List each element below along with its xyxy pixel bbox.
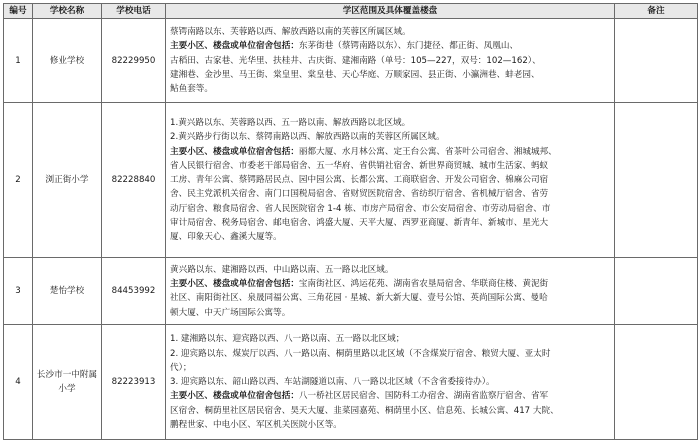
header-no: 编号: [4, 4, 33, 19]
cell-district-scope: [166, 325, 615, 440]
cell-district-scope: [166, 19, 615, 103]
scope-line-text: 丽都大厦、水月林公寓、定王台公寓、省茶叶公司宿舍、湘城城邦、: [298, 146, 557, 157]
scope-line: [170, 173, 611, 187]
scope-line: [170, 159, 611, 173]
school-district-table: [3, 3, 698, 440]
scope-line: [170, 263, 611, 277]
scope-line: [170, 39, 611, 53]
scope-line: [170, 404, 611, 418]
scope-line-text: 1. 建湘路以东、迎宾路以西、八一路以南、五一路以北区域；: [170, 334, 405, 345]
scope-line-text: 顿大厦、中天广场国际公寓等。: [170, 307, 291, 318]
scope-line: [170, 187, 611, 201]
scope-line: [170, 202, 611, 216]
scope-line: [170, 216, 611, 230]
cell-school-phone: 82228840: [102, 103, 166, 258]
cell-school-name: 修业学校: [33, 19, 102, 103]
scope-line: [170, 116, 611, 130]
table-body: [4, 19, 698, 440]
scope-line-text: 东茅街巷（蔡锷南路以东）、东门捷径、都正街、凤凰山、: [298, 41, 519, 52]
scope-line-text: 建湘巷、金沙里、马王街、棠皇里、棠皇巷、天心华庭、万顺家园、县正街、小瀛洲巷、蚌老园、: [170, 69, 540, 80]
cell-no: 2: [4, 103, 33, 258]
scope-line-text: 鹏程世家、中电小区、军区机关医院小区等。: [170, 420, 342, 431]
scope-line: [170, 82, 611, 96]
table-row: [4, 19, 698, 103]
scope-line-text: 厦、印象天心、鑫溪大厦等。: [170, 232, 282, 243]
scope-line-text: 蔡锷南路以东、芙蓉路以西、解放西路以南的芙蓉区所属区域。: [170, 27, 411, 38]
scope-line-heading: 主要小区、楼盘或单位宿舍包括：: [170, 279, 299, 289]
cell-no: 1: [4, 19, 33, 103]
scope-line-text: 2. 迎宾路以东、煤炭厅以西、八一路以南、桐荫里路以北区域（不含煤炭厅宿舍、粮贸大厦、亚太时: [170, 348, 551, 359]
scope-line: [170, 68, 611, 82]
header-school-phone: 学校电话: [102, 4, 166, 19]
scope-line-text: 3. 迎宾路以东、韶山路以西、车站湖隧道以南、八一路以北区域（不含省委接待办）。: [170, 377, 495, 388]
scope-line-text: 动厅宿舍、粮食局宿舍、省人民医院宿舍 1-4 栋、市房产局宿舍、市公安局宿舍、市劳动局宿舍、市: [170, 203, 551, 214]
scope-line: [170, 332, 611, 346]
scope-line-text: 社区、南阳街社区、泉晟同福公寓、三角花园 · 星城、新大新大厦、壹号公馆、英尚国际公寓、曼哈: [170, 293, 548, 304]
scope-line: [170, 145, 611, 159]
scope-line: [170, 375, 611, 389]
header-row: [4, 4, 698, 19]
scope-line-text: 1.黄兴路以东、芙蓉路以西、五一路以南、解放西路以北区域。: [170, 117, 411, 128]
cell-school-phone: 84453992: [102, 258, 166, 325]
cell-note: [615, 325, 698, 440]
scope-line-text: 工房、青年公寓、蔡锷路居民点、园中园公寓、长都公寓、工商联宿舍、开发公司宿舍、棉麻公司宿: [170, 175, 549, 186]
scope-line-heading: 主要小区、楼盘或单位宿舍包括：: [170, 391, 299, 402]
scope-line-text: 鲇鱼套等。: [170, 84, 213, 95]
cell-no: 4: [4, 325, 33, 440]
cell-no: 3: [4, 258, 33, 325]
scope-line: [170, 306, 611, 320]
cell-district-scope: [166, 103, 615, 258]
scope-line: [170, 130, 611, 144]
scope-line-text: 八一桥社区居民宿舍、国防科工办宿舍、湖南省监察厅宿舍、省军: [298, 391, 549, 402]
cell-school-name: 浏正街小学: [33, 103, 102, 258]
scope-line-heading: 主要小区、楼盘或单位宿舍包括：: [170, 41, 299, 52]
header-school-name: 学校名称: [33, 4, 102, 19]
cell-school-name: 长沙市一中附属小学: [33, 325, 102, 440]
scope-line-text: 舍、民主党派机关宿舍、南门口国税局宿舍、省财贸医院宿舍、省纺织厅宿舍、省机械厅宿舍、省劳: [170, 189, 549, 200]
scope-line-text: 代）；: [170, 362, 192, 373]
scope-line: [170, 25, 611, 39]
scope-line: [170, 291, 611, 305]
scope-line-text: 区宿舍、桐荫里社区居民宿舍、昊天大厦、韭菜园嘉苑、桐荫里小区、信息苑、长城公寓、417 大院、: [170, 405, 559, 416]
header-district-scope: 学区范围及具体覆盖楼盘: [166, 4, 615, 19]
scope-line-text: 古稻田、古家巷、光华里、扶桂井、古庆街、建湘南路（单号：105—227，双号：102—162）、: [170, 55, 541, 66]
cell-school-name: 楚怡学校: [33, 258, 102, 325]
scope-line-text: 审计局宿舍、税务局宿舍、邮电宿舍、鸿盛大厦、天平大厦、西罗亚商厦、新青年、新城市、星光大: [170, 218, 549, 229]
scope-line: [170, 347, 611, 361]
scope-line: [170, 418, 611, 432]
cell-note: [615, 258, 698, 325]
scope-line: [170, 54, 611, 68]
scope-line: [170, 361, 611, 375]
cell-note: [615, 19, 698, 103]
scope-line-text: 黄兴路以东、建湘路以西、中山路以南、五一路以北区域。: [170, 264, 394, 275]
scope-line-text: 2.黄兴路步行街以东、蔡锷南路以西、解放西路以南的芙蓉区所属区域。: [170, 132, 445, 143]
scope-line: [170, 230, 611, 244]
cell-district-scope: [166, 258, 615, 325]
table-row: [4, 325, 698, 440]
cell-school-phone: 82223913: [102, 325, 166, 440]
scope-line: [170, 389, 611, 403]
scope-line-heading: 主要小区、楼盘或单位宿舍包括：: [170, 146, 299, 157]
scope-line-text: 宝南街社区、鸿运花苑、湖南省农垦局宿舍、华联商住楼、黄泥街: [298, 279, 549, 289]
scope-line-text: 省人民银行宿舍、市委老干部局宿舍、五一华府、省供销社宿舍、新世界商贸城、城市生活家、蚂蚁: [170, 160, 549, 171]
header-note: 备注: [615, 4, 698, 19]
cell-school-phone: 82229950: [102, 19, 166, 103]
table-row: [4, 103, 698, 258]
cell-note: [615, 103, 698, 258]
scope-line: [170, 277, 611, 291]
table-row: [4, 258, 698, 325]
